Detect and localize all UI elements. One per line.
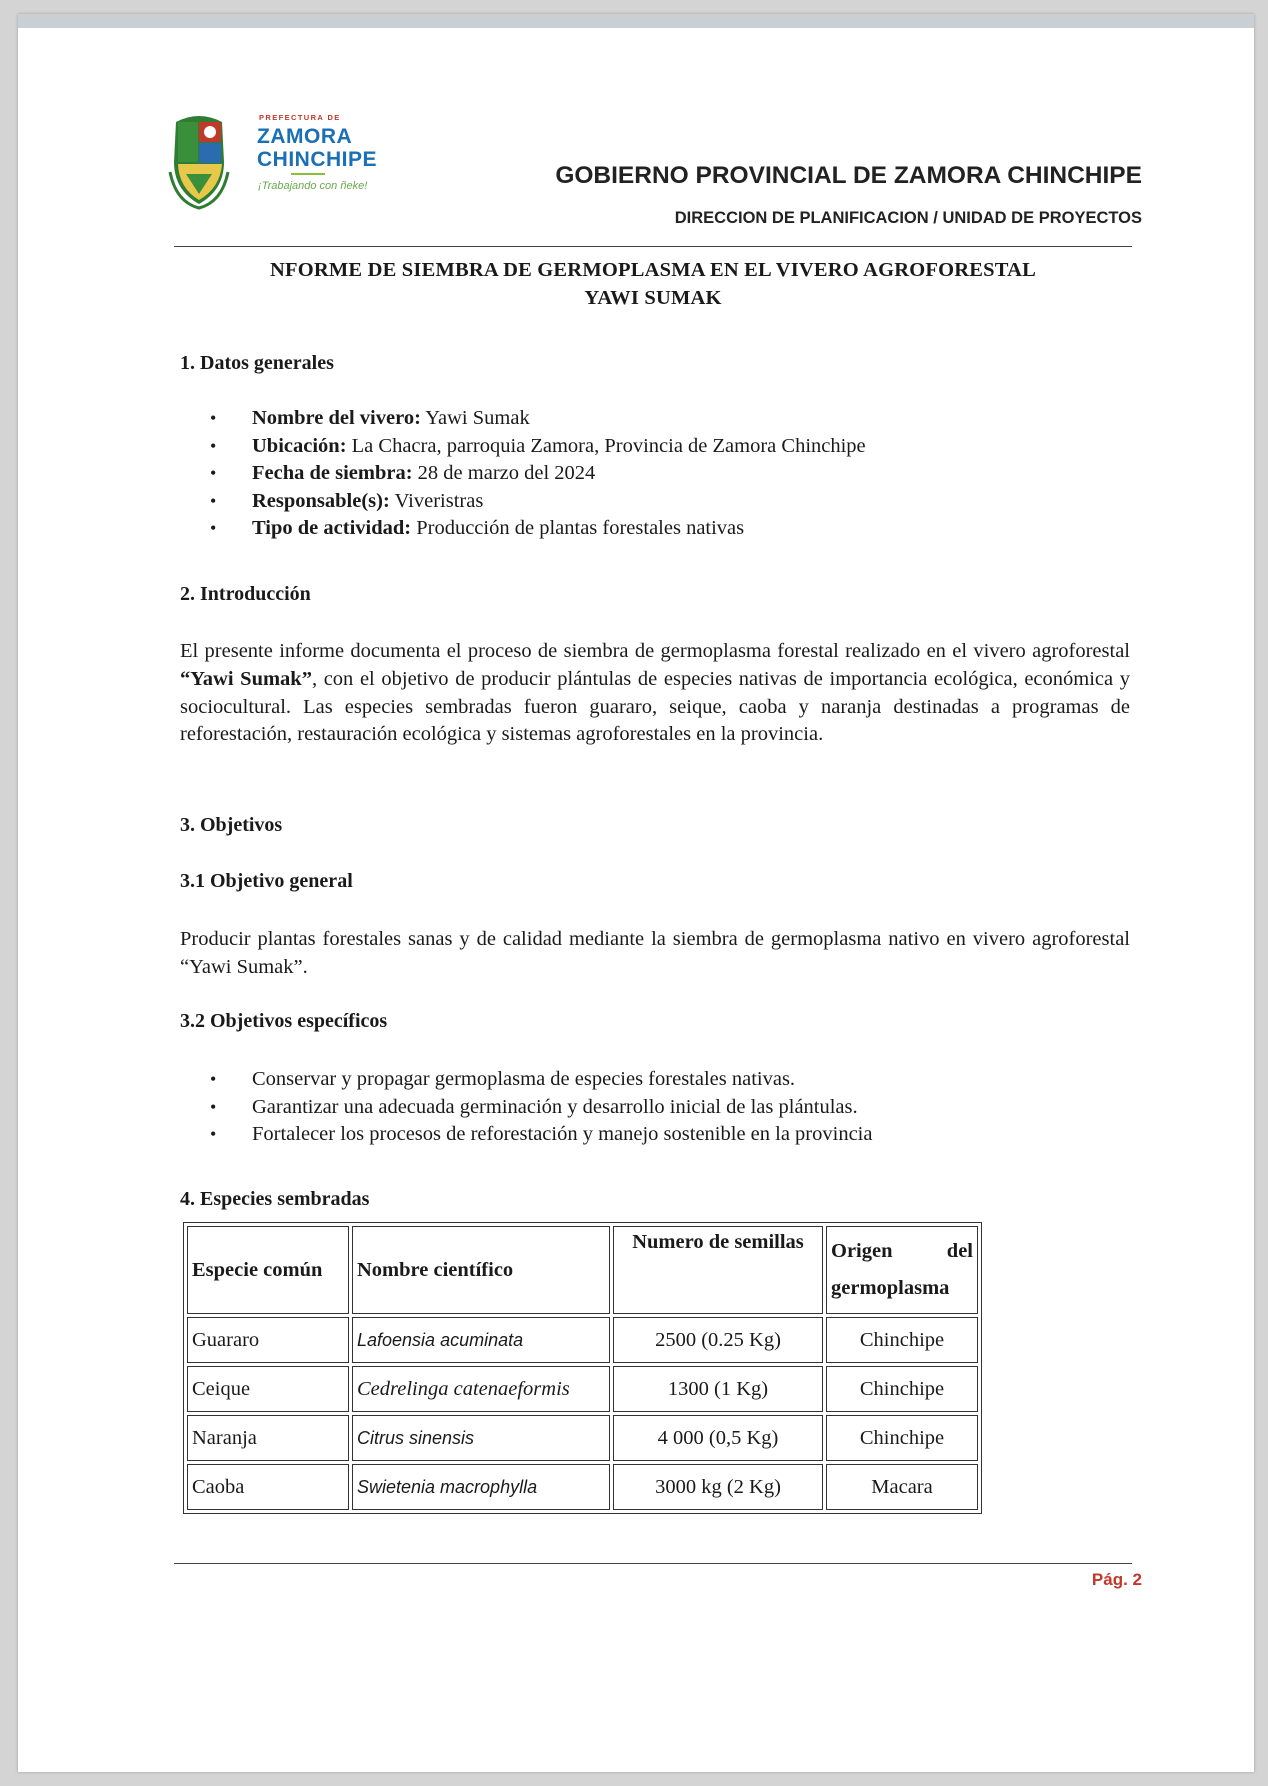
footer-divider	[174, 1563, 1132, 1564]
document-title-line2: YAWI SUMAK	[584, 287, 722, 309]
table-row: Guararo Lafoensia acuminata 2500 (0.25 Kg) Chinchipe	[187, 1317, 978, 1363]
coat-of-arms-icon	[166, 112, 232, 210]
introduction-paragraph: El presente informe documenta el proceso de siembra de germoplasma forestal realizado en el vivero agroforestal “Yawi Sumak”, con el objetivo de producir plántulas de especies nativas de importancia ecológica, económica y sociocultural. Las especies sembradas fueron guararo, seique, caoba y naranja destinadas a programas de reforestación, restauración ecológica y sistemas agroforestales en la provincia.	[180, 640, 1130, 746]
column-header-seeds: Numero de semillas	[613, 1226, 823, 1314]
header-divider	[174, 246, 1132, 247]
column-header-common: Especie común	[187, 1226, 349, 1314]
document-title-line1: NFORME DE SIEMBRA DE GERMOPLASMA EN EL VIVERO AGROFORESTAL	[269, 259, 1037, 281]
logo-prefix: PREFECTURA DE	[259, 113, 341, 122]
list-item: • Nombre del vivero: Yawi Sumak	[210, 405, 866, 433]
scan-edge	[18, 14, 1254, 28]
logo-line1: ZAMORA	[257, 125, 353, 148]
section-3-heading: 3. Objetivos	[180, 814, 283, 836]
specific-objectives-list	[210, 1066, 872, 1149]
section-2-heading: 2. Introducción	[180, 583, 311, 605]
section-3-1-heading: 3.1 Objetivo general	[180, 870, 353, 892]
table-row: Caoba Swietenia macrophylla 3000 kg (2 Kg) Macara	[187, 1464, 978, 1510]
list-item: • Ubicación: La Chacra, parroquia Zamora, Provincia de Zamora Chinchipe	[210, 433, 866, 461]
department-subtitle: DIRECCION DE PLANIFICACION / UNIDAD DE PROYECTOS	[674, 209, 1142, 227]
column-header-origin: Origen del germoplasma	[826, 1226, 978, 1314]
page-number: Pág. 2	[1091, 1570, 1142, 1589]
table-header-row	[187, 1226, 978, 1314]
section-1-heading: 1. Datos generales	[180, 352, 334, 374]
list-item: • Fortalecer los procesos de reforestación y manejo sostenible en la provincia	[210, 1121, 872, 1149]
logo-line2: CHINCHIPE	[257, 148, 378, 171]
document-title	[174, 256, 1132, 312]
column-header-scientific: Nombre científico	[352, 1226, 610, 1314]
logo-separator	[291, 173, 325, 175]
prefectura-logo	[166, 112, 386, 224]
section-4-heading: 4. Especies sembradas	[180, 1188, 370, 1210]
general-objective-paragraph: Producir plantas forestales sanas y de calidad mediante la siembra de germoplasma nativo en vivero agroforestal “Yawi Sumak”.	[180, 928, 1130, 978]
list-item: • Tipo de actividad: Producción de plantas forestales nativas	[210, 515, 866, 543]
list-item: • Responsable(s): Viveristras	[210, 488, 866, 516]
list-item: • Garantizar una adecuada germinación y desarrollo inicial de las plántulas.	[210, 1094, 872, 1122]
list-item: • Fecha de siembra: 28 de marzo del 2024	[210, 460, 866, 488]
logo-slogan: ¡Trabajando con ñeke!	[258, 180, 368, 192]
government-title: GOBIERNO PROVINCIAL DE ZAMORA CHINCHIPE	[555, 162, 1142, 189]
species-table	[183, 1222, 982, 1514]
list-item: • Conservar y propagar germoplasma de especies forestales nativas.	[210, 1066, 872, 1094]
table-row: Ceique Cedrelinga catenaeformis 1300 (1 Kg) Chinchipe	[187, 1366, 978, 1412]
table-row: Naranja Citrus sinensis 4 000 (0,5 Kg) Chinchipe	[187, 1415, 978, 1461]
general-data-list	[210, 405, 866, 543]
section-3-2-heading: 3.2 Objetivos específicos	[180, 1010, 388, 1032]
